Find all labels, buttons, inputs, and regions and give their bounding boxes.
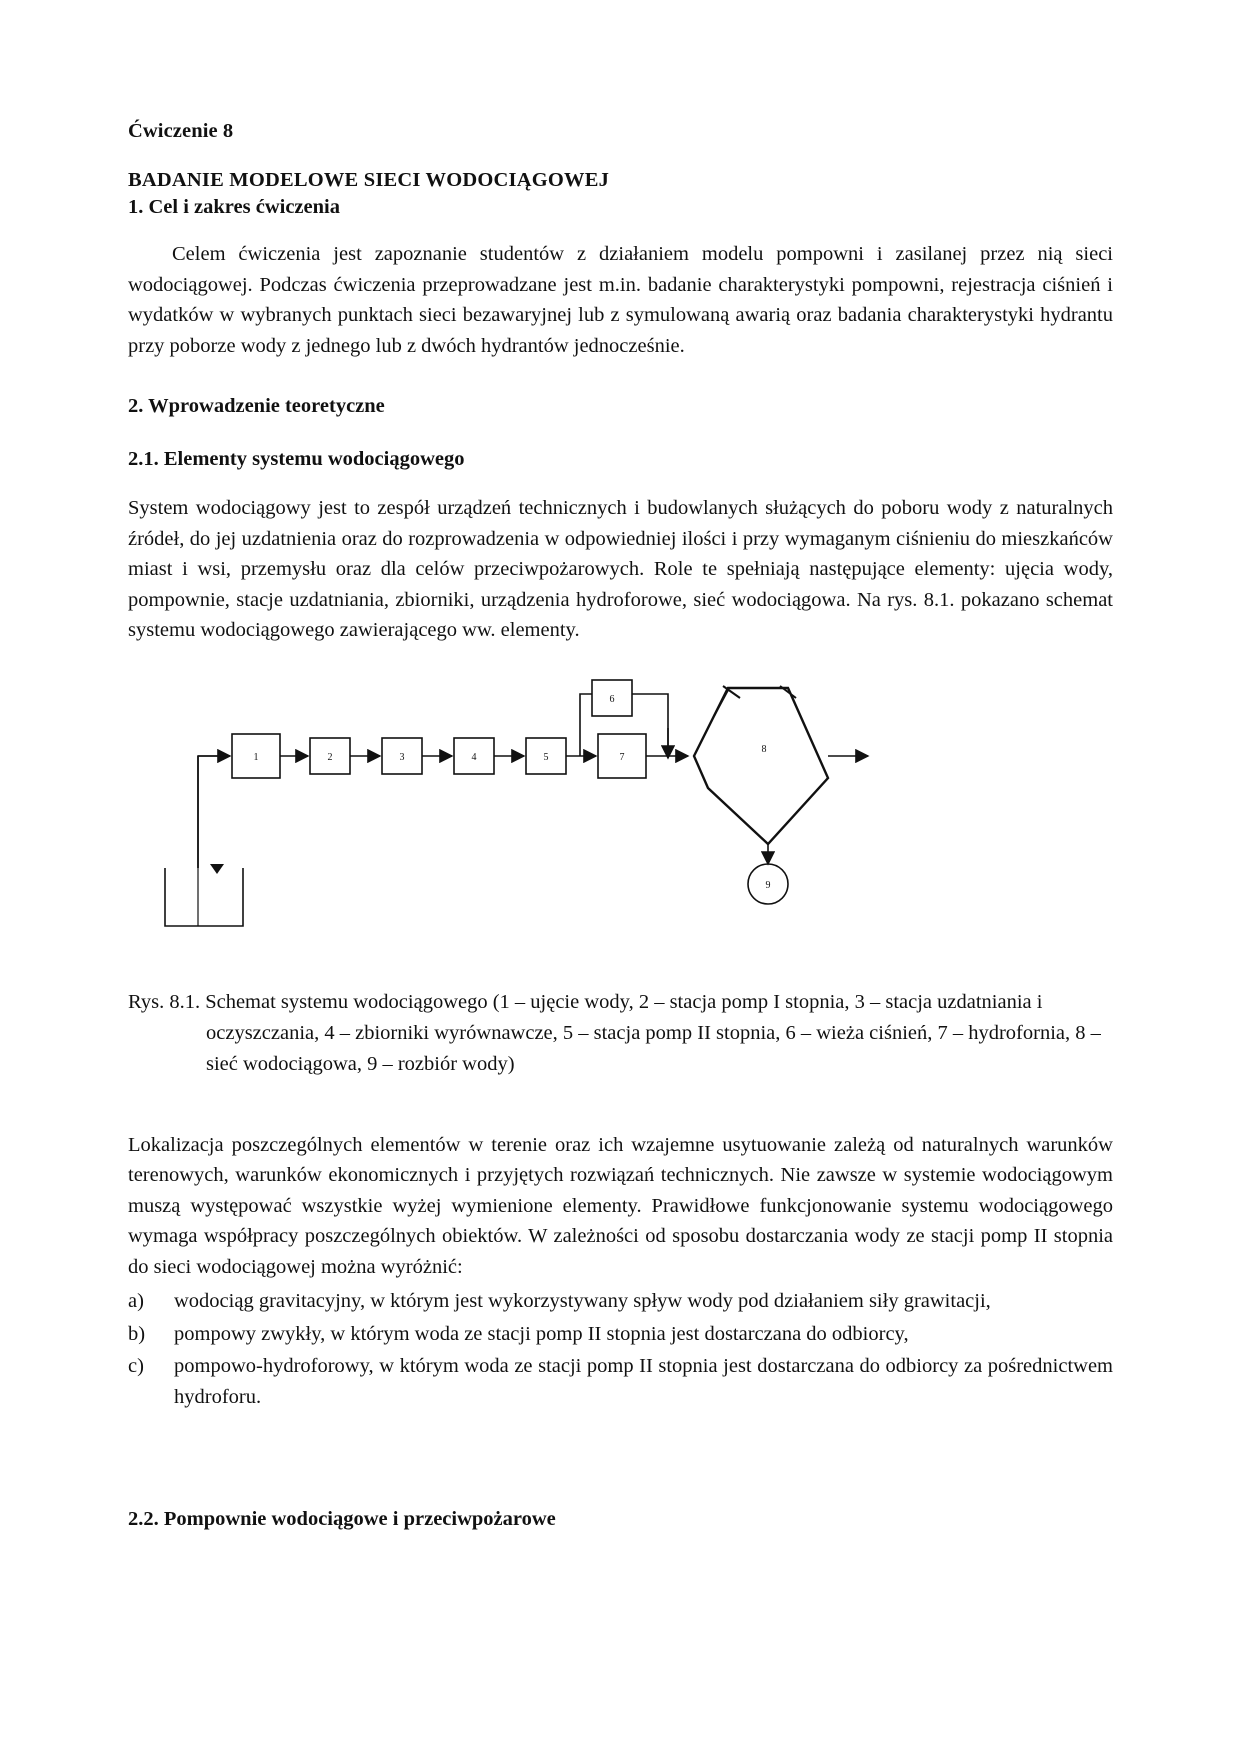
heading-section-2-1: 2.1. Elementy systemu wodociągowego: [128, 448, 465, 470]
list-item: [128, 1286, 1113, 1317]
figure-caption: [128, 987, 1113, 1080]
list-item-text: pompowo-hydroforowy, w którym woda ze stacji pomp II stopnia jest dostarczana do odbiorcy za pośrednictwem hydroforu.: [174, 1355, 1113, 1408]
list-item-text: wodociąg gravitacyjny, w którym jest wykorzystywany spływ wody pod działaniem siły grawitacji,: [174, 1290, 991, 1312]
ordered-list-types: [128, 1286, 1113, 1412]
list-item-marker: a): [128, 1290, 144, 1312]
figure-node-label-9: 9: [765, 879, 771, 891]
exercise-label: Ćwiczenie 8: [128, 120, 234, 142]
figure-schema: [128, 668, 1113, 973]
paragraph-section-1: Celem ćwiczenia jest zapoznanie studentów z działaniem modelu pompowni i zasilanej przez nią sieci wodociągowej. Podczas ćwiczenia przeprowadzane jest m.in. badanie charakterystyki pompowni, rejestracja ciśnień i wydatków w wybranych punktach sieci bezawaryjnej lub z symulowaną awarią oraz badania charakterystyki hydrantu przy poborze wody z jednego lub z dwóch hydrantów jednocześnie.: [128, 243, 1113, 357]
list-item: [128, 1351, 1113, 1412]
list-item: [128, 1319, 1113, 1350]
figure-caption-text: Rys. 8.1. Schemat systemu wodociągowego (1 – ujęcie wody, 2 – stacja pomp I stopnia, 3 – stacja uzdatniania i oczyszczania, 4 – zbiorniki wyrównawcze, 5 – stacja pomp II stopnia, 6 – wieża ciśnień, 7 – hydrofornia, 8 – sieć wodociągowa, 9 – rozbiór wody): [128, 990, 1101, 1075]
figure-node-label-3: 3: [399, 751, 405, 763]
list-item-text: pompowy zwykły, w którym woda ze stacji pomp II stopnia jest dostarczana do odbiorcy,: [174, 1322, 909, 1345]
figure-node-label-8: 8: [761, 743, 767, 755]
figure-node-label-2: 2: [327, 751, 333, 763]
paragraph-section-2-1: System wodociągowy jest to zespół urządzeń technicznych i budowlanych służących do poboru wody z naturalnych źródeł, do jej uzdatnienia oraz do rozprowadzenia w odpowiedniej ilości i przy wymaganym ciśnieniu do mieszkańców miast i wsi, przemysłu oraz dla celów przeciwpożarowych. Role te spełniają następujące elementy: ujęcia wody, pompownie, stacje uzdatniania, zbiorniki, urządzenia hydroforowe, sieć wodociągowa. Na rys. 8.1. pokazano schemat systemu wodociągowego zawierającego ww. elementy.: [128, 497, 1113, 641]
heading-section-2-2: 2.2. Pompownie wodociągowe i przeciwpożarowe: [128, 1508, 556, 1530]
heading-section-1: 1. Cel i zakres ćwiczenia: [128, 196, 340, 218]
list-item-marker: c): [128, 1355, 144, 1377]
figure-node-label-1: 1: [253, 751, 259, 763]
document-content: [128, 120, 1113, 1531]
figure-node-label-4: 4: [471, 751, 477, 763]
list-item-marker: b): [128, 1322, 146, 1345]
figure-node-label-6: 6: [609, 693, 615, 705]
paragraph-body-2: Lokalizacja poszczególnych elementów w terenie oraz ich wzajemne usytuowanie zależą od naturalnych warunków terenowych, warunków ekonomicznych i przyjętych rozwiązań technicznych. Nie zawsze w systemie wodociągowym muszą występować wszystkie wyżej wymienione elementy. Prawidłowe funkcjonowanie systemu wodociągowego wymaga współpracy poszczególnych obiektów. W zależności od sposobu dostarczania wody ze stacji pomp II stopnia do sieci wodociągowej można wyróżnić:: [128, 1133, 1113, 1278]
heading-section-2: 2. Wprowadzenie teoretyczne: [128, 395, 385, 417]
document-title: BADANIE MODELOWE SIECI WODOCIĄGOWEJ: [128, 169, 610, 191]
figure-node-label-5: 5: [543, 751, 549, 763]
figure-node-label-7: 7: [619, 751, 625, 763]
